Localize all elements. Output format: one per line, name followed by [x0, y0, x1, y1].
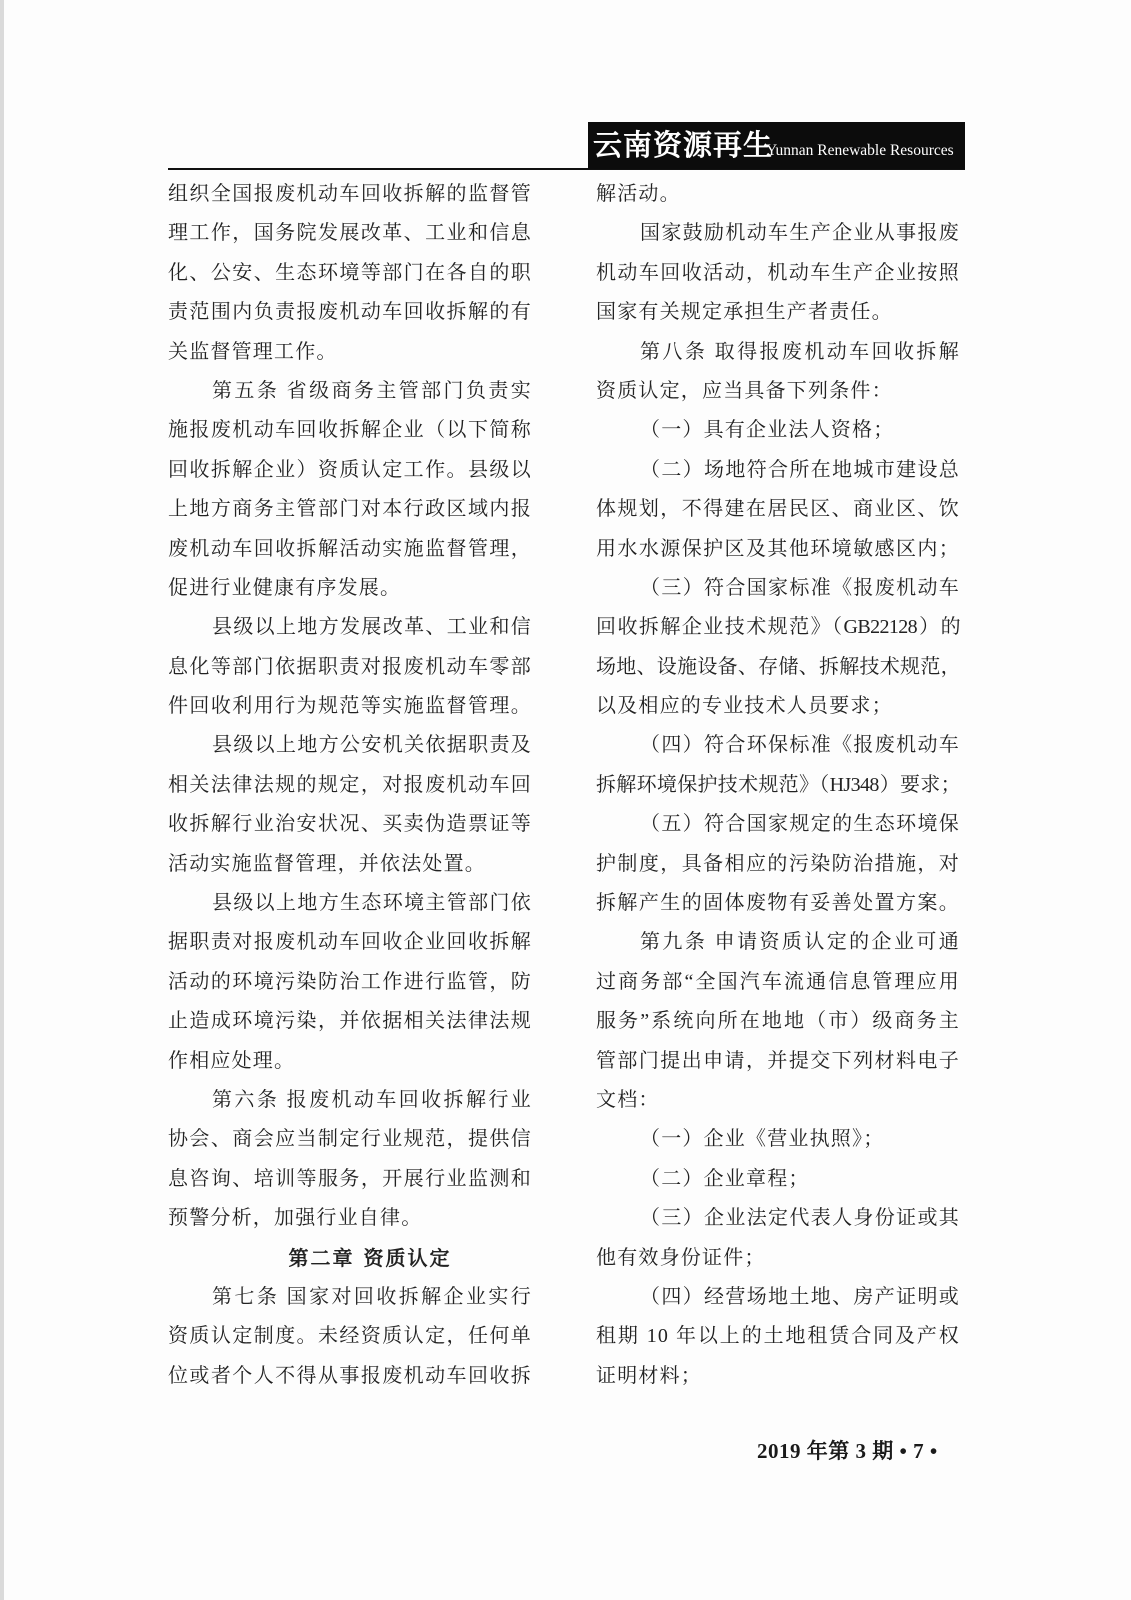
paragraph [168, 726, 532, 884]
text-line: 活动实施监督管理，并依法处置。 [168, 852, 486, 875]
text-line: 资质认定，应当具备下列条件： [596, 379, 893, 402]
text-line: 息咨询、培训等服务，开展行业监测和 [168, 1167, 532, 1190]
left-column [168, 175, 532, 1396]
paragraph [596, 411, 960, 450]
paragraph [596, 923, 960, 1120]
text-line: （三）企业法定代表人身份证或其 [640, 1207, 960, 1230]
text-line: 证明材料； [596, 1364, 702, 1387]
scan-edge [0, 0, 4, 1600]
journal-title-en: Yunnan Renewable Resources [766, 142, 954, 159]
text-line: 第六条 报废机动车回收拆解行业 [212, 1088, 532, 1111]
text-line: 活动的环境污染防治工作进行监管，防 [168, 970, 532, 993]
text-line: 拆解环境保护技术规范》（HJ348）要求； [596, 773, 960, 796]
text-line: 协会、商会应当制定行业规范，提供信 [168, 1128, 532, 1151]
text-line: 化、公安、生态环境等部门在各自的职 [168, 261, 532, 284]
text-line: （一）具有企业法人资格； [640, 419, 895, 442]
text-line: 息化等部门依据职责对报废机动车零部 [168, 655, 532, 678]
paragraph [596, 569, 960, 727]
text-line: 机动车回收活动，机动车生产企业按照 [596, 261, 960, 284]
journal-title-cn: 云南资源再生 [593, 128, 774, 162]
text-line: 件回收利用行为规范等实施监督管理。 [168, 695, 532, 718]
text-line: （四）经营场地土地、房产证明或 [640, 1285, 960, 1308]
right-column [596, 175, 960, 1396]
paragraph [596, 1199, 960, 1278]
text-line: 文档： [596, 1088, 660, 1111]
text-line: 国家有关规定承担生产者责任。 [596, 301, 893, 324]
chapter-heading: 第二章 资质认定 [288, 1245, 452, 1270]
text-line: 收拆解行业治安状况、买卖伪造票证等 [168, 813, 532, 836]
text-line: （二）企业章程； [640, 1167, 810, 1190]
text-line: 作相应处理。 [168, 1049, 296, 1072]
paragraph [596, 1160, 960, 1199]
journal-header [588, 122, 965, 169]
text-line: 第七条 国家对回收拆解企业实行 [212, 1285, 532, 1308]
text-line: 促进行业健康有序发展。 [168, 576, 402, 599]
text-line: 体规划，不得建在居民区、商业区、饮 [596, 498, 960, 521]
paragraph [168, 884, 532, 1081]
paragraph [596, 805, 960, 923]
text-line: 相关法律法规的规定，对报废机动车回 [168, 773, 532, 796]
text-line: 国家鼓励机动车生产企业从事报废 [640, 222, 960, 245]
text-line: 组织全国报废机动车回收拆解的监督管 [168, 183, 532, 205]
text-line: 他有效身份证件； [596, 1246, 766, 1269]
text-line: 租期 10 年以上的土地租赁合同及产权 [596, 1325, 960, 1348]
text-line: 服务”系统向所在地地（市）级商务主 [596, 1010, 960, 1033]
text-line: 第八条 取得报废机动车回收拆解 [640, 340, 960, 363]
text-line: 管部门提出申请，并提交下列材料电子 [596, 1049, 960, 1072]
text-line: 施报废机动车回收拆解企业（以下简称 [168, 419, 532, 442]
text-line: 用水水源保护区及其他环境敏感区内； [596, 537, 960, 560]
text-line: 止造成环境污染，并依据相关法律法规 [168, 1010, 532, 1033]
text-line: 县级以上地方发展改革、工业和信 [212, 616, 532, 639]
text-line: 场地、设施设备、存储、拆解技术规范， [596, 655, 960, 678]
page-footer: 2019 年第 3 期 • 7 • [757, 1439, 938, 1463]
text-line: 资质认定制度。未经资质认定，任何单 [168, 1325, 532, 1348]
paragraph [168, 1278, 532, 1396]
text-line: 第五条 省级商务主管部门负责实 [212, 379, 532, 402]
paragraph [168, 1081, 532, 1239]
text-line: 县级以上地方生态环境主管部门依 [212, 892, 532, 915]
text-line: 过商务部“全国汽车流通信息管理应用 [596, 970, 960, 993]
paragraph [168, 608, 532, 726]
text-line: 上地方商务主管部门对本行政区域内报 [168, 498, 532, 521]
paragraph [596, 451, 960, 569]
text-line: （一）企业《营业执照》； [640, 1128, 885, 1151]
text-line: 回收拆解企业）资质认定工作。县级以 [168, 458, 532, 481]
text-line: 县级以上地方公安机关依据职责及 [212, 734, 532, 757]
paragraph [596, 1278, 960, 1396]
text-line: （二）场地符合所在地城市建设总 [640, 458, 960, 481]
text-line: （三）符合国家标准《报废机动车 [640, 576, 960, 599]
text-line: 关监督管理工作。 [168, 340, 338, 363]
text-line: 责范围内负责报废机动车回收拆解的有 [168, 301, 532, 324]
text-line: 拆解产生的固体废物有妥善处置方案。 [596, 892, 960, 915]
text-line: 解活动。 [596, 183, 681, 205]
paragraph [168, 175, 532, 372]
text-line: 护制度，具备相应的污染防治措施，对 [596, 852, 960, 875]
paragraph [596, 214, 960, 332]
text-line: 据职责对报废机动车回收企业回收拆解 [168, 931, 532, 954]
text-line: 位或者个人不得从事报废机动车回收拆 [168, 1364, 532, 1387]
text-line: （五）符合国家规定的生态环境保 [640, 813, 960, 836]
text-line: 废机动车回收拆解活动实施监督管理， [168, 537, 532, 560]
text-line: 理工作，国务院发展改革、工业和信息 [168, 222, 532, 245]
text-line: 以及相应的专业技术人员要求； [596, 695, 893, 718]
paragraph [168, 372, 532, 608]
text-line: 预警分析，加强行业自律。 [168, 1207, 423, 1230]
paragraph [596, 726, 960, 805]
paragraph [596, 1120, 960, 1159]
text-line: （四）符合环保标准《报废机动车 [640, 734, 960, 757]
text-line: 第九条 申请资质认定的企业可通 [640, 931, 960, 954]
paragraph [596, 175, 960, 214]
text-line: 回收拆解企业技术规范》（GB22128）的 [596, 616, 960, 639]
paragraph [596, 333, 960, 412]
